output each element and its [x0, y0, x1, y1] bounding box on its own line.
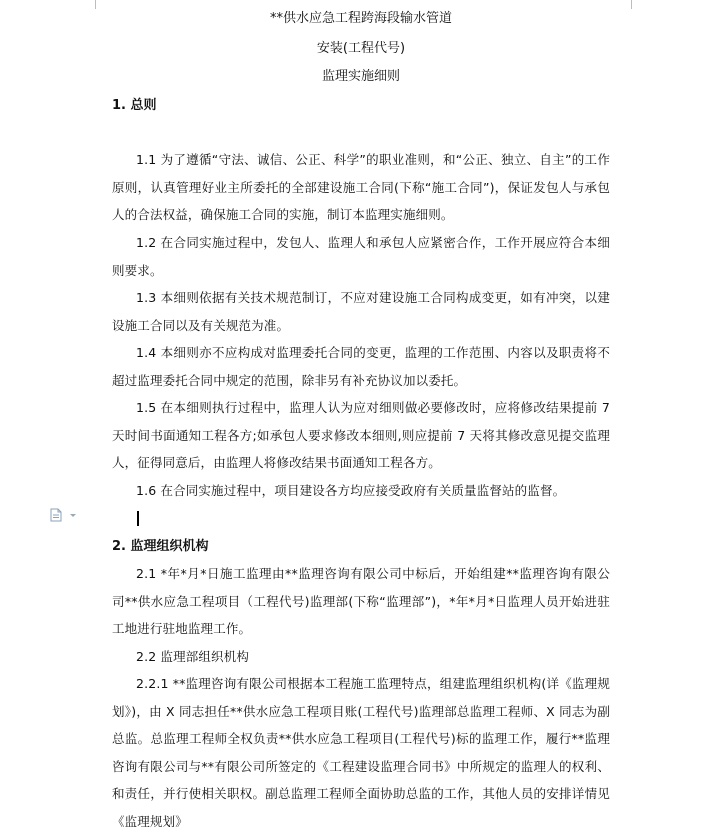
paragraph-1-5: 1.5 在本细则执行过程中，监理人认为应对细则做必要修改时，应将修改结果提前 7 天时间书面通知工程各方;如承包人要求修改本细则,则应提前 7 天将其修改意见提交监理人，征得同意后，由监理人将修改结果书面通知工程各方。: [112, 400, 610, 470]
paragraph-1-4: 1.4 本细则亦不应构成对监理委托合同的变更，监理的工作范围、内容以及职责将不超过监理委托合同中规定的范围，除非另有补充协议加以委托。: [112, 345, 610, 388]
paragraph-1-1: 1.1 为了遵循“守法、诚信、公正、科学”的职业准则，和“公正、独立、自主”的工作原则，认真管理好业主所委托的全部建设施工合同(下称“施工合同”)，保证发包人与承包人的合法权益，确保施工合同的实施，制订本监理实施细则。: [112, 152, 610, 222]
text-cursor: [137, 511, 139, 526]
crop-mark-top-right: [631, 0, 642, 9]
paragraph-2-2-1: 2.2.1 **监理咨询有限公司根据本工程施工监理特点，组建监理组织机构(详《监理规划》)，由 X 同志担任**供水应急工程项目账(工程代号)监理部总监理工程师、X 同志为副总监。总监理工程师全权负责**供水应急工程项目(工程代号)标的监理工作，履行**监理咨询有限公司与**有限公司所签定的《工程建设监理合同书》中所规定的监理人的权利、和责任，并行使相关职权。副总监理工程师全面协助总监的工作，其他人员的安排详情见《监理规划》: [112, 676, 610, 829]
document-options-icon[interactable]: [50, 508, 80, 522]
paragraph-1-2: 1.2 在合同实施过程中，发包人、监理人和承包人应紧密合作，工作开展应符合本细则要求。: [112, 235, 610, 278]
paragraph-1-3: 1.3 本细则依据有关技术规范制订，不应对建设施工合同构成变更，如有冲突，以建设施工合同以及有关规范为准。: [112, 290, 610, 333]
paragraph-2-2: 2.2 监理部组织机构: [136, 649, 250, 664]
section2-heading: 2. 监理组织机构: [112, 539, 209, 554]
document-title-line3: 监理实施细则: [321, 69, 400, 84]
paragraph-2-1: 2.1 *年*月*日施工监理由**监理咨询有限公司中标后，开始组建**监理咨询有限公司**供水应急工程项目（工程代号)监理部(下称“监理部”)，*年*月*日监理人员开始进驻工地进行驻地监理工作。: [112, 566, 610, 636]
paragraph-1-6: 1.6 在合同实施过程中，项目建设各方均应接受政府有关质量监督站的监督。: [136, 483, 566, 498]
crop-mark-top-left: [85, 0, 96, 9]
section1-heading: 1. 总则: [112, 98, 157, 113]
document-title-line2: 安装(工程代号): [316, 41, 406, 56]
document-title-line1: **供水应急工程跨海段输水管道: [269, 11, 452, 26]
